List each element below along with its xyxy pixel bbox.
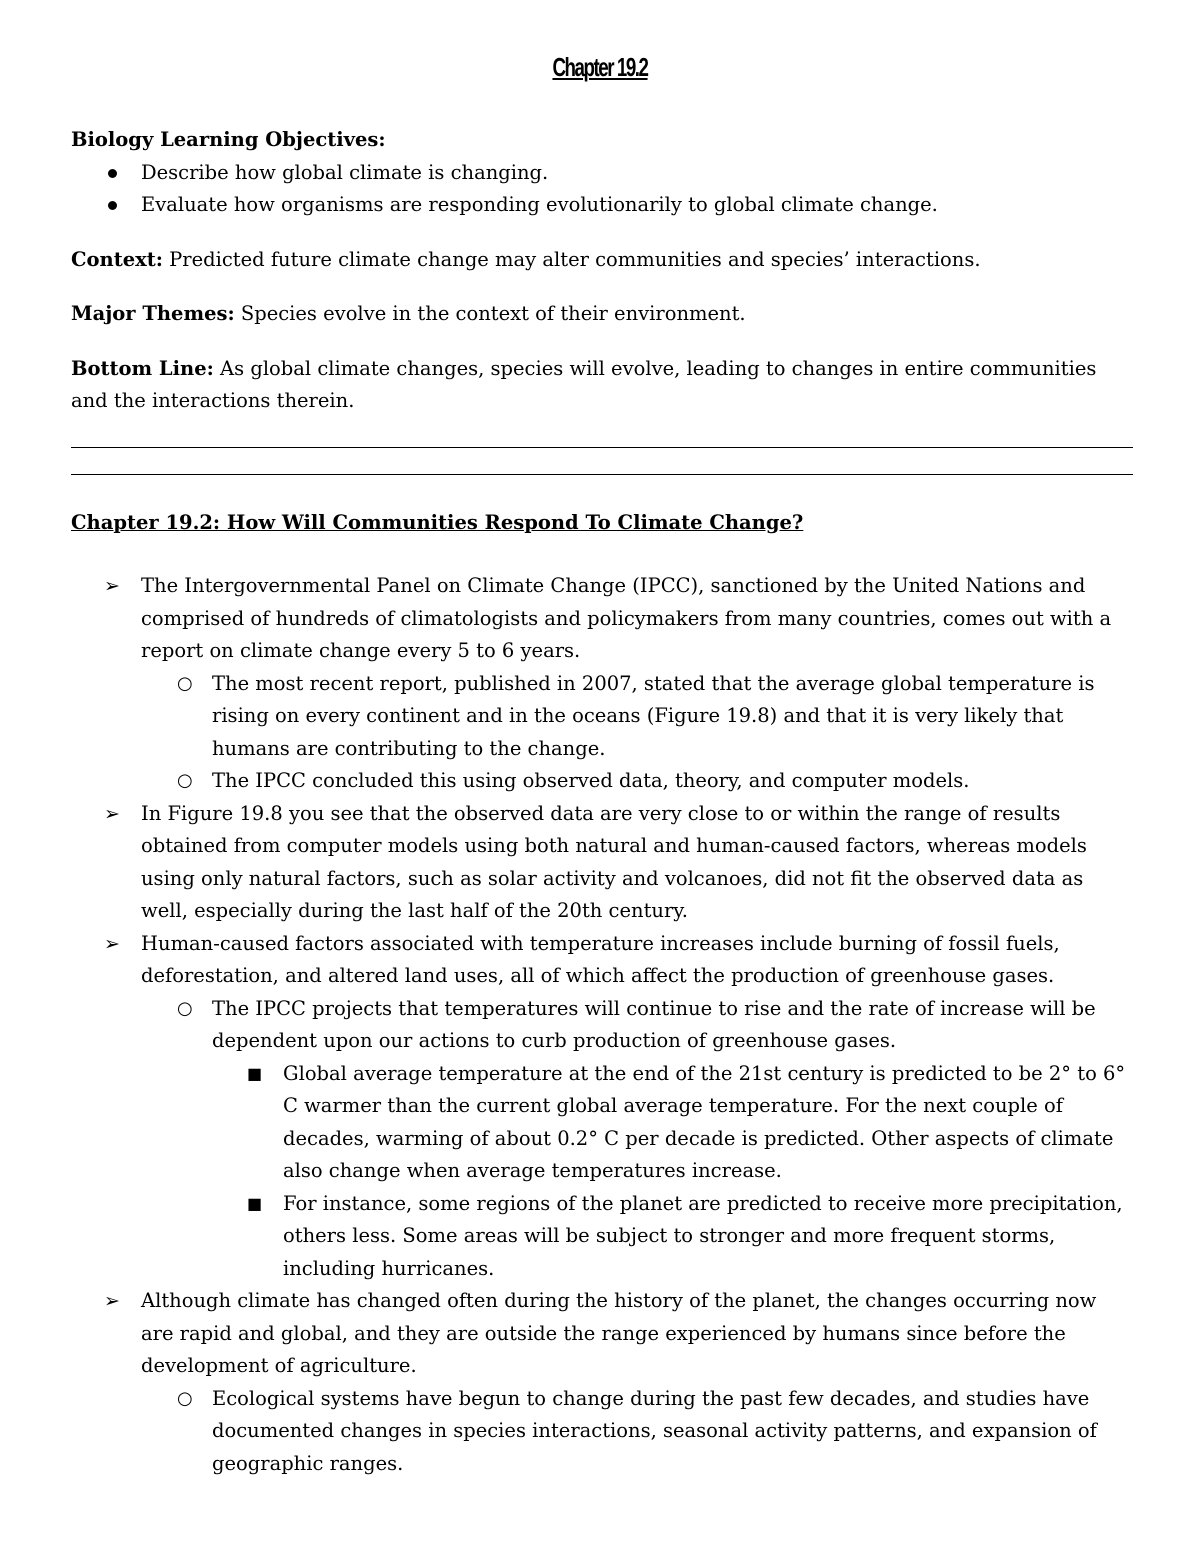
bottom-line-paragraph: [71, 353, 1133, 418]
major-themes-paragraph: [71, 298, 1133, 331]
context-paragraph: [71, 244, 1133, 277]
outline-text: In Figure 19.8 you see that the observed data are very close to or within the range of results obtained from computer models using both natural and human-caused factors, whereas models using only natural factors, such as solar activity and volcanoes, did not fit the observed data as well, especially during the last half of the 20th century.: [141, 801, 1087, 922]
outline-text: The most recent report, published in 2007, stated that the average global temperature is rising on every continent and in the oceans (Figure 19.8) and that it is very likely that humans are contributing to the change.: [212, 671, 1095, 760]
outline-item-level3: [71, 1058, 1133, 1188]
outline-item-level1: [71, 570, 1133, 668]
hollow-circle-bullet-icon: ○: [177, 1387, 193, 1409]
outline-item-level3: [71, 1188, 1133, 1286]
document-body: [71, 124, 1133, 1480]
objectives-label: Biology Learning Objectives:: [71, 128, 386, 151]
bottom-line-text: As global climate changes, species will evolve, leading to changes in entire communities and the interactions therein.: [71, 356, 1097, 412]
bullet-dot-icon: [108, 201, 117, 210]
major-themes-label: Major Themes:: [71, 302, 235, 325]
arrowhead-bullet-icon: ➢: [104, 575, 120, 597]
objective-text: Describe how global climate is changing.: [141, 160, 549, 184]
outline-text: Global average temperature at the end of the 21st century is predicted to be 2° to 6° C warmer than the current global average temperature. For the next couple of decades, warming of about 0.2° C per decade is predicted. Other aspects of climate also change when average temperatures increase.: [283, 1061, 1126, 1182]
major-themes-text: Species evolve in the context of their environment.: [234, 302, 746, 325]
square-bullet-icon: ■: [247, 1193, 263, 1213]
outline-item-level2: [71, 993, 1133, 1058]
outline-item-level1: [71, 798, 1133, 928]
outline-item-level1: [71, 1285, 1133, 1383]
arrowhead-bullet-icon: ➢: [104, 802, 120, 825]
objectives-heading: [71, 124, 1133, 157]
context-label: Context:: [71, 247, 163, 271]
outline-item-level2: [71, 1383, 1133, 1481]
hollow-circle-bullet-icon: ○: [177, 672, 193, 694]
page-title: Chapter 19.2: [552, 52, 648, 82]
outline-text: The IPCC concluded this using observed data, theory, and computer models.: [212, 769, 970, 792]
outline-item-level2: [71, 668, 1133, 766]
outline-text: Human-caused factors associated with temperature increases include burning of fossil fuels, deforestation, and altered land uses, all of which affect the production of greenhouse gases.: [141, 931, 1060, 987]
objectives-list: [71, 157, 1133, 222]
objective-text: Evaluate how organisms are responding evolutionarily to global climate change.: [141, 193, 938, 216]
objective-item: [71, 189, 1133, 222]
hollow-circle-bullet-icon: ○: [177, 997, 193, 1019]
context-text: Predicted future climate change may alter communities and species’ interactions.: [162, 247, 981, 271]
arrowhead-bullet-icon: ➢: [104, 1290, 120, 1312]
bullet-dot-icon: [108, 169, 117, 178]
outline-text: Although climate has changed often during the history of the planet, the changes occurring now are rapid and global, and they are outside the range experienced by humans since before the development of agriculture.: [141, 1289, 1097, 1377]
outline-item-level2: [71, 765, 1133, 798]
objective-item: [71, 157, 1133, 190]
bottom-line-label: Bottom Line:: [71, 356, 214, 380]
outline-text: The IPCC projects that temperatures will continue to rise and the rate of increase will be dependent upon our actions to curb production of greenhouse gases.: [212, 996, 1096, 1052]
arrowhead-bullet-icon: ➢: [104, 932, 120, 955]
outline-text: The Intergovernmental Panel on Climate Change (IPCC), sanctioned by the United Nations and comprised of hundreds of climatologists and policymakers from many countries, comes out with a report on climate change every 5 to 6 years.: [141, 574, 1112, 662]
outline-text: Ecological systems have begun to change during the past few decades, and studies have documented changes in species interactions, seasonal activity patterns, and expansion of geographic ranges.: [212, 1386, 1097, 1475]
outline-item-level1: [71, 928, 1133, 993]
outline-text: For instance, some regions of the planet are predicted to receive more precipitation, others less. Some areas will be subject to stronger and more frequent storms, including hurricanes.: [283, 1191, 1123, 1280]
hollow-circle-bullet-icon: ○: [177, 770, 193, 791]
section-heading: Chapter 19.2: How Will Communities Respond To Climate Change?: [71, 510, 804, 534]
square-bullet-icon: ■: [247, 1063, 263, 1083]
